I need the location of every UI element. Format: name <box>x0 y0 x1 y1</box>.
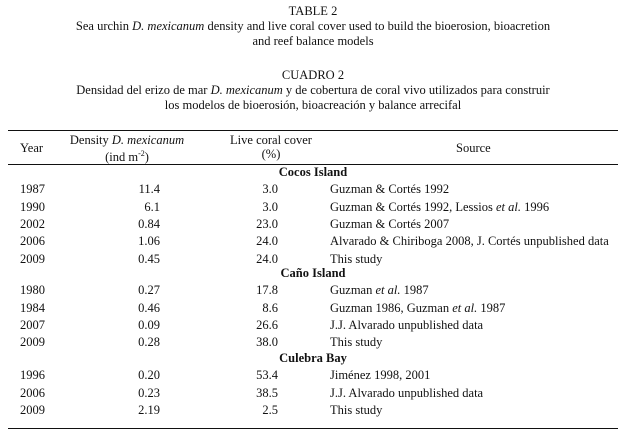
cell-year: 2009 <box>20 402 45 417</box>
cell-year: 2002 <box>20 216 45 231</box>
cell-year: 1996 <box>20 368 45 383</box>
caption-line: and reef balance models <box>252 34 374 48</box>
cell-year: 1980 <box>20 283 45 298</box>
table-row <box>0 367 626 384</box>
cell-density: 0.20 <box>138 368 160 383</box>
table-top-rule <box>8 130 618 131</box>
cell-year: 1984 <box>20 300 45 315</box>
cell-source: This study <box>330 402 383 417</box>
cell-density: 0.46 <box>138 300 160 315</box>
cell-year: 1987 <box>20 182 45 197</box>
cell-cover: 3.0 <box>262 182 278 197</box>
cell-year: 2006 <box>20 234 45 249</box>
cell-cover: 17.8 <box>256 283 278 298</box>
header-cover: Live coral cover (%) <box>230 133 312 161</box>
table-row <box>0 181 626 198</box>
cell-source: J.J. Alvarado unpublished data <box>330 317 484 332</box>
cell-source: This study <box>330 335 383 350</box>
cell-source: Alvarado & Chiriboga 2008, J. Cortés unpublished data <box>330 234 609 249</box>
table-row <box>0 282 626 299</box>
table-row <box>0 199 626 216</box>
header-year: Year <box>20 141 44 155</box>
cell-cover: 8.6 <box>262 300 278 315</box>
cell-cover: 3.0 <box>262 199 278 214</box>
caption-line: Densidad del erizo de mar D. mexicanum y de cobertura de coral vivo utilizados para construir <box>76 83 550 97</box>
header-density: Density D. mexicanum (ind $m^{-2}$) <box>69 133 185 165</box>
cell-density: 1.06 <box>138 234 160 249</box>
cell-cover: 26.6 <box>256 317 278 332</box>
cell-cover: 24.0 <box>256 251 278 266</box>
cell-density: 0.23 <box>138 385 160 400</box>
table-bottom-rule <box>8 428 618 429</box>
cell-density: 0.27 <box>138 283 160 298</box>
table-row <box>0 334 626 351</box>
cell-source: J.J. Alvarado unpublished data <box>330 385 484 400</box>
cell-cover: 38.0 <box>256 335 278 350</box>
cell-source: This study <box>330 251 383 266</box>
cell-source: Guzman & Cortés 2007 <box>330 216 450 231</box>
cell-source: Guzman 1986, Guzman et al. 1987 <box>330 300 506 315</box>
caption-label: CUADRO 2 <box>281 68 345 82</box>
table-row <box>0 216 626 233</box>
section-heading: Caño Island <box>280 266 346 280</box>
cell-source: Guzman & Cortés 1992, Lessios et al. 1996 <box>330 199 550 214</box>
cell-cover: 24.0 <box>256 234 278 249</box>
cell-density: 0.09 <box>138 317 160 332</box>
cell-year: 1990 <box>20 199 45 214</box>
cell-year: 2009 <box>20 251 45 266</box>
table-row <box>0 402 626 419</box>
section-heading: Cocos Island <box>278 165 348 179</box>
cell-source: Guzman & Cortés 1992 <box>330 182 450 197</box>
cell-density: 0.28 <box>138 335 160 350</box>
caption-spanish <box>0 68 626 113</box>
header-source: Source <box>456 141 491 155</box>
cell-cover: 53.4 <box>256 368 278 383</box>
section-heading: Culebra Bay <box>279 351 347 365</box>
cell-cover: 2.5 <box>262 402 278 417</box>
cell-year: 2009 <box>20 335 45 350</box>
caption-english <box>0 4 626 49</box>
table-row <box>0 317 626 334</box>
cell-density: 0.84 <box>138 216 160 231</box>
table-row <box>0 300 626 317</box>
caption-line: Sea urchin D. mexicanum density and live coral cover used to build the bioerosion, bioacretion <box>75 19 551 33</box>
cell-source: Guzman et al. 1987 <box>330 283 429 298</box>
table-row <box>0 233 626 250</box>
caption-line: los modelos de bioerosión, bioacreación y balance arrecifal <box>164 98 462 112</box>
cell-density: 0.45 <box>138 251 160 266</box>
cell-cover: 23.0 <box>256 216 278 231</box>
caption-label: TABLE 2 <box>288 4 338 18</box>
cell-cover: 38.5 <box>256 385 278 400</box>
cell-density: 2.19 <box>138 402 160 417</box>
table-row <box>0 385 626 402</box>
cell-source: Jiménez 1998, 2001 <box>330 368 431 383</box>
cell-density: 11.4 <box>138 182 160 197</box>
cell-density: 6.1 <box>144 199 160 214</box>
cell-year: 2007 <box>20 317 45 332</box>
cell-year: 2006 <box>20 385 45 400</box>
